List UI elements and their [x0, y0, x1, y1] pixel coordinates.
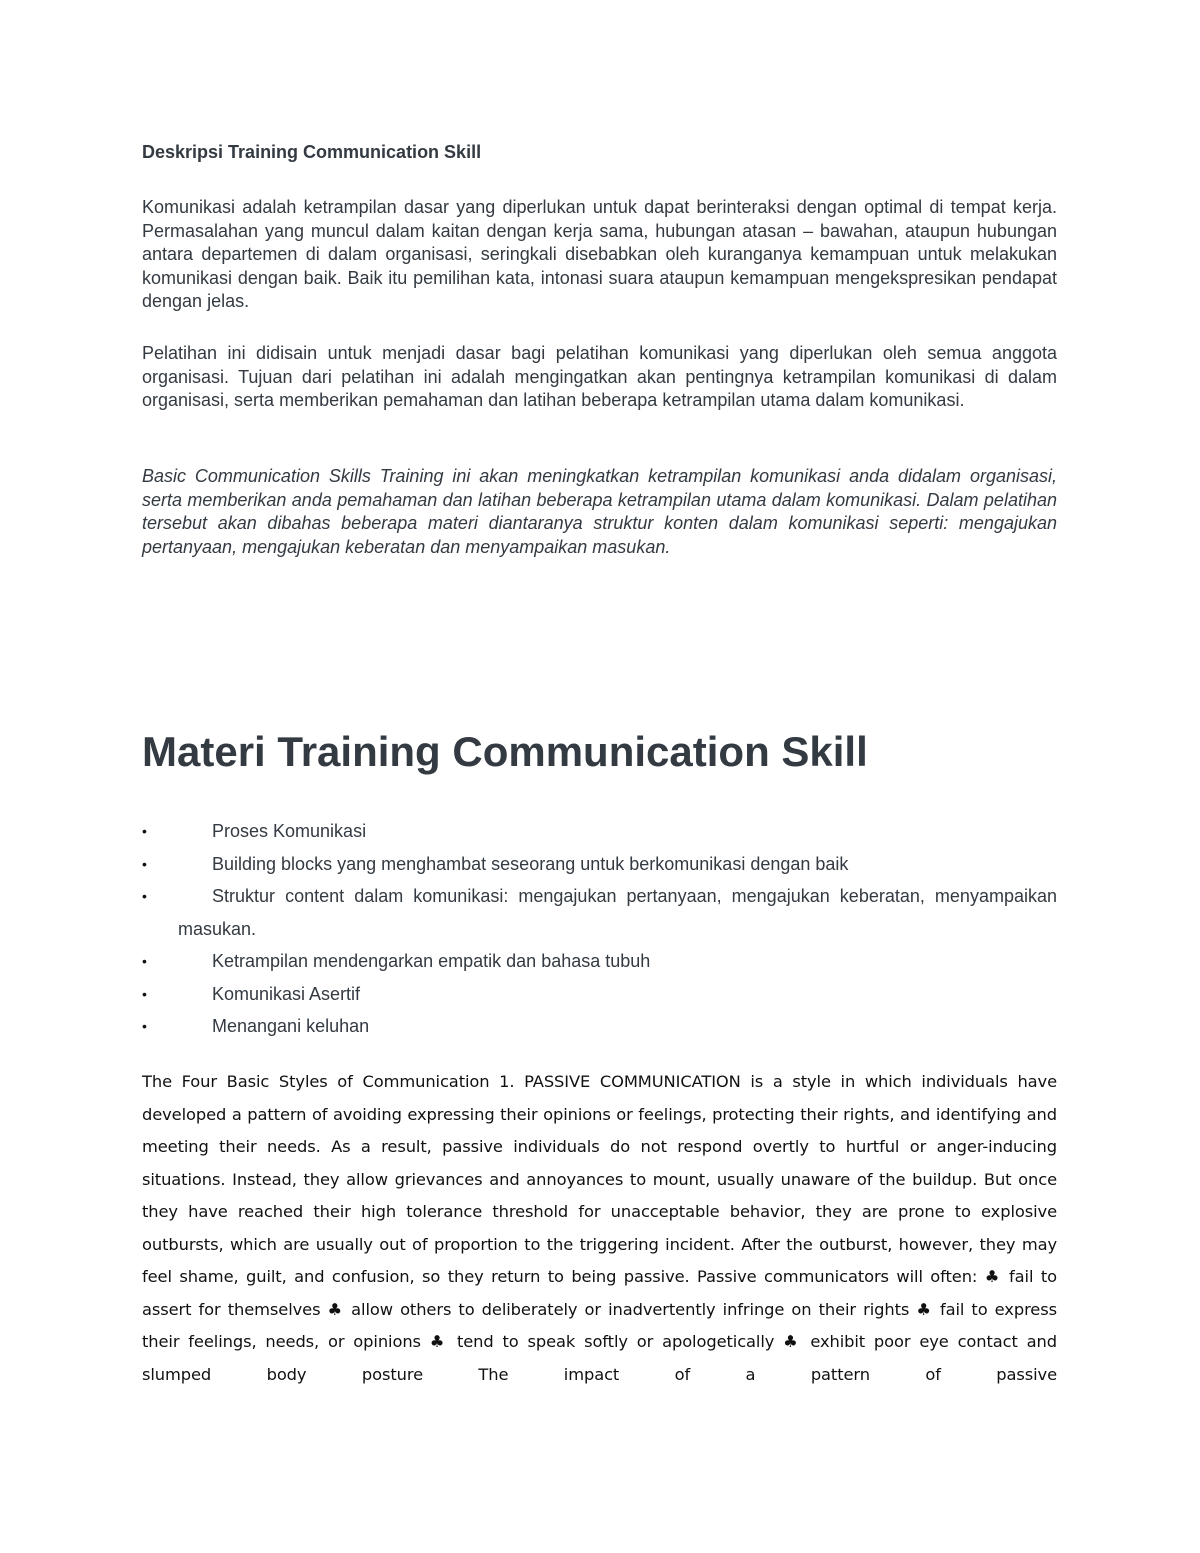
bullet-icon: •: [142, 823, 147, 839]
list-item: [142, 880, 1057, 945]
list-item: [142, 815, 1057, 848]
description-heading: Deskripsi Training Communication Skill: [142, 142, 482, 162]
list-item-label: Komunikasi Asertif: [212, 983, 361, 1004]
topic-list: [142, 815, 1057, 1043]
bullet-icon: •: [142, 888, 147, 904]
description-paragraph-2: Pelatihan ini didisain untuk menjadi dasar bagi pelatihan komunikasi yang diperlukan oleh semua anggota organisasi. Tujuan dari pelatihan ini adalah mengingatkan akan pentingnya ketrampilan komunikasi di dalam organisasi, serta memberikan pemahaman dan latihan beberapa ketrampilan utama dalam komunikasi.: [142, 343, 1057, 410]
list-item-label: Building blocks yang menghambat seseorang untuk berkomunikasi dengan baik: [212, 853, 849, 874]
description-paragraph-3: Basic Communication Skills Training ini akan meningkatkan ketrampilan komunikasi anda didalam organisasi, serta memberikan anda pemahaman dan latihan beberapa ketrampilan utama dalam komunikasi. Dalam pelatihan tersebut akan dibahas beberapa materi diantaranya struktur konten dalam komunikasi seperti: mengajukan pertanyaan, mengajukan keberatan dan menyampaikan masukan.: [142, 466, 1057, 557]
communication-styles-paragraph: The Four Basic Styles of Communication 1. PASSIVE COMMUNICATION is a style in which individuals have developed a pattern of avoiding expressing their opinions or feelings, protecting their rights, and identifying and meeting their needs. As a result, passive individuals do not respond overtly to hurtful or anger-inducing situations. Instead, they allow grievances and annoyances to mount, usually unaware of the buildup. But once they have reached their high tolerance threshold for unacceptable behavior, they are prone to explosive outbursts, which are usually out of proportion to the triggering incident. After the outburst, however, they may feel shame, guilt, and confusion, so they return to being passive. Passive communicators will often: ♣ fail to assert for themselves ♣ allow others to deliberately or inadvertently infringe on their rights ♣ fail to express their feelings, needs, or opinions ♣ tend to speak softly or apologetically ♣ exhibit poor eye contact and slumped body posture The impact of a pattern of passive: [142, 1072, 1057, 1384]
list-item: [142, 945, 1057, 978]
bullet-icon: •: [142, 953, 147, 969]
list-item: [142, 978, 1057, 1011]
list-item-label: Proses Komunikasi: [212, 821, 367, 841]
list-item: [142, 848, 1057, 881]
list-item: [142, 1010, 1057, 1043]
list-item-label: Menangani keluhan: [212, 1016, 370, 1036]
description-paragraph-1: Komunikasi adalah ketrampilan dasar yang diperlukan untuk dapat berinteraksi dengan optimal di tempat kerja. Permasalahan yang muncul dalam kaitan dengan kerja sama, hubungan atasan – bawahan, ataupun hubungan antara departemen di dalam organisasi, seringkali disebabkan oleh kuranganya kemampuan untuk melakukan komunikasi dengan baik. Baik itu pemilihan kata, intonasi suara ataupun kemampuan mengekspresikan pendapat dengan jelas.: [142, 197, 1057, 311]
list-item-label: Ketrampilan mendengarkan empatik dan bahasa tubuh: [212, 951, 651, 971]
bullet-icon: •: [142, 1018, 147, 1034]
list-item-label: Struktur content dalam komunikasi: mengajukan pertanyaan, mengajukan keberatan, menyampaikan masukan.: [178, 886, 1057, 939]
bullet-icon: •: [142, 855, 147, 872]
bullet-icon: •: [142, 985, 147, 1002]
materials-section-title: Materi Training Communication Skill: [142, 728, 868, 775]
